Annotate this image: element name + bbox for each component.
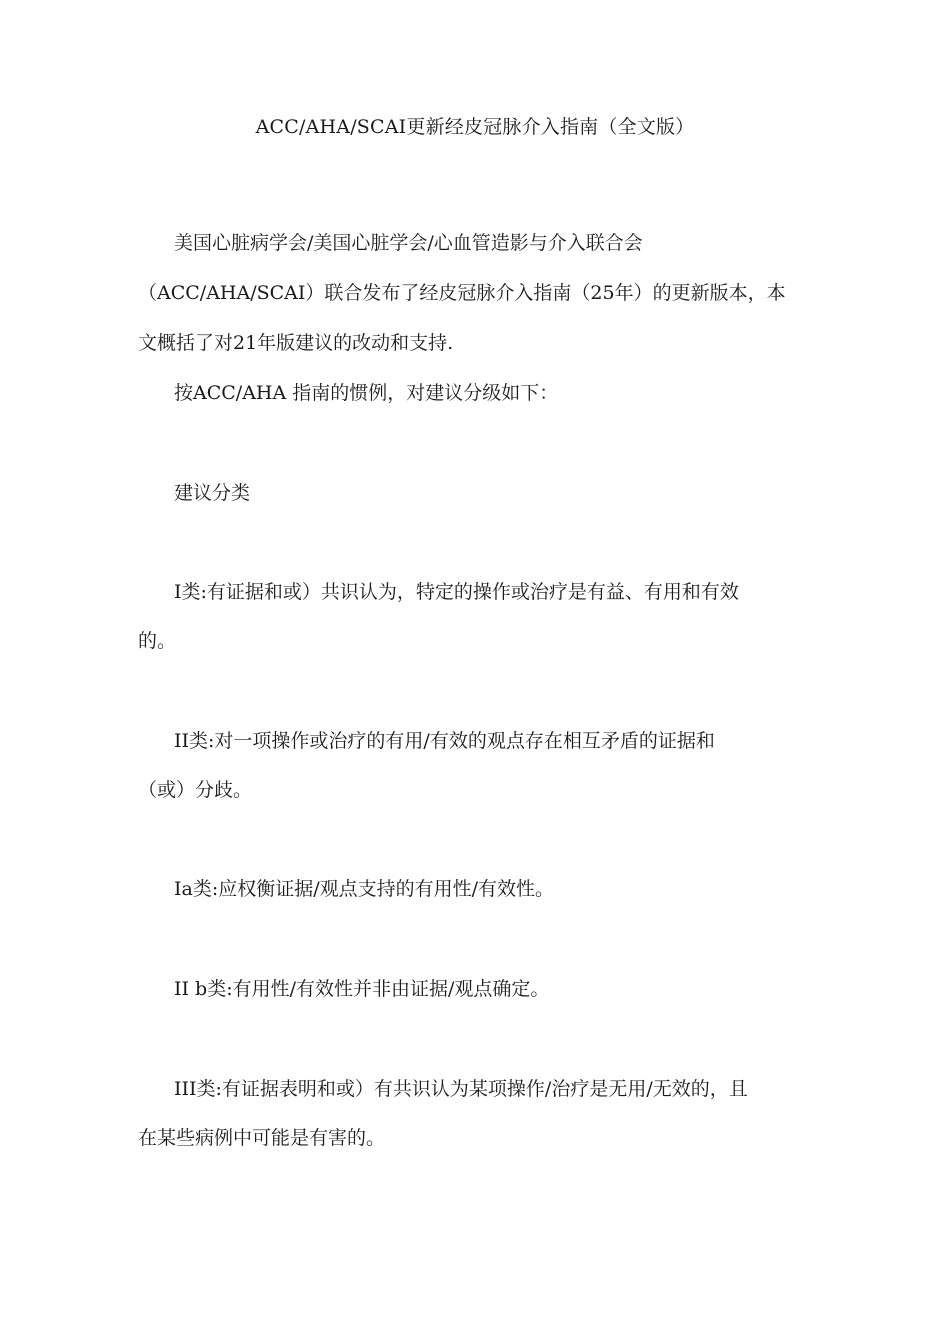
intro-line-1: 美国心脏病学会/美国心脏学会/心血管造影与介入联合会 xyxy=(174,232,643,254)
intro-line-3: 文概括了对21年版建议的改动和支持. xyxy=(138,332,454,354)
grading-note: 按ACC/AHA 指南的惯例，对建议分级如下： xyxy=(174,382,559,404)
intro-line-2: （ACC/AHA/SCAI）联合发布了经皮冠脉介入指南（25年）的更新版本，本 xyxy=(138,282,786,304)
class-iii-line-2: 在某些病例中可能是有害的。 xyxy=(138,1127,386,1149)
class-i-line-2: 的。 xyxy=(138,630,177,652)
class-iib-text: II b类:有用性/有效性并非由证据/观点确定。 xyxy=(174,978,550,1000)
class-ii-line-2: （或）分歧。 xyxy=(138,779,253,801)
class-iii-line-1: III类:有证据表明和或）有共识认为某项操作/治疗是无用/无效的，且 xyxy=(174,1078,748,1100)
class-i-line-1: I类:有证据和或）共识认为，特定的操作或治疗是有益、有用和有效 xyxy=(174,581,739,603)
class-ii-line-1: II类:对一项操作或治疗的有用/有效的观点存在相互矛盾的证据和 xyxy=(174,730,715,752)
section-heading: 建议分类 xyxy=(174,482,251,504)
document-title: ACC/AHA/SCAI更新经皮冠脉介入指南（全文版） xyxy=(255,116,695,138)
class-iia-text: Ia类:应权衡证据/观点支持的有用性/有效性。 xyxy=(174,878,555,900)
